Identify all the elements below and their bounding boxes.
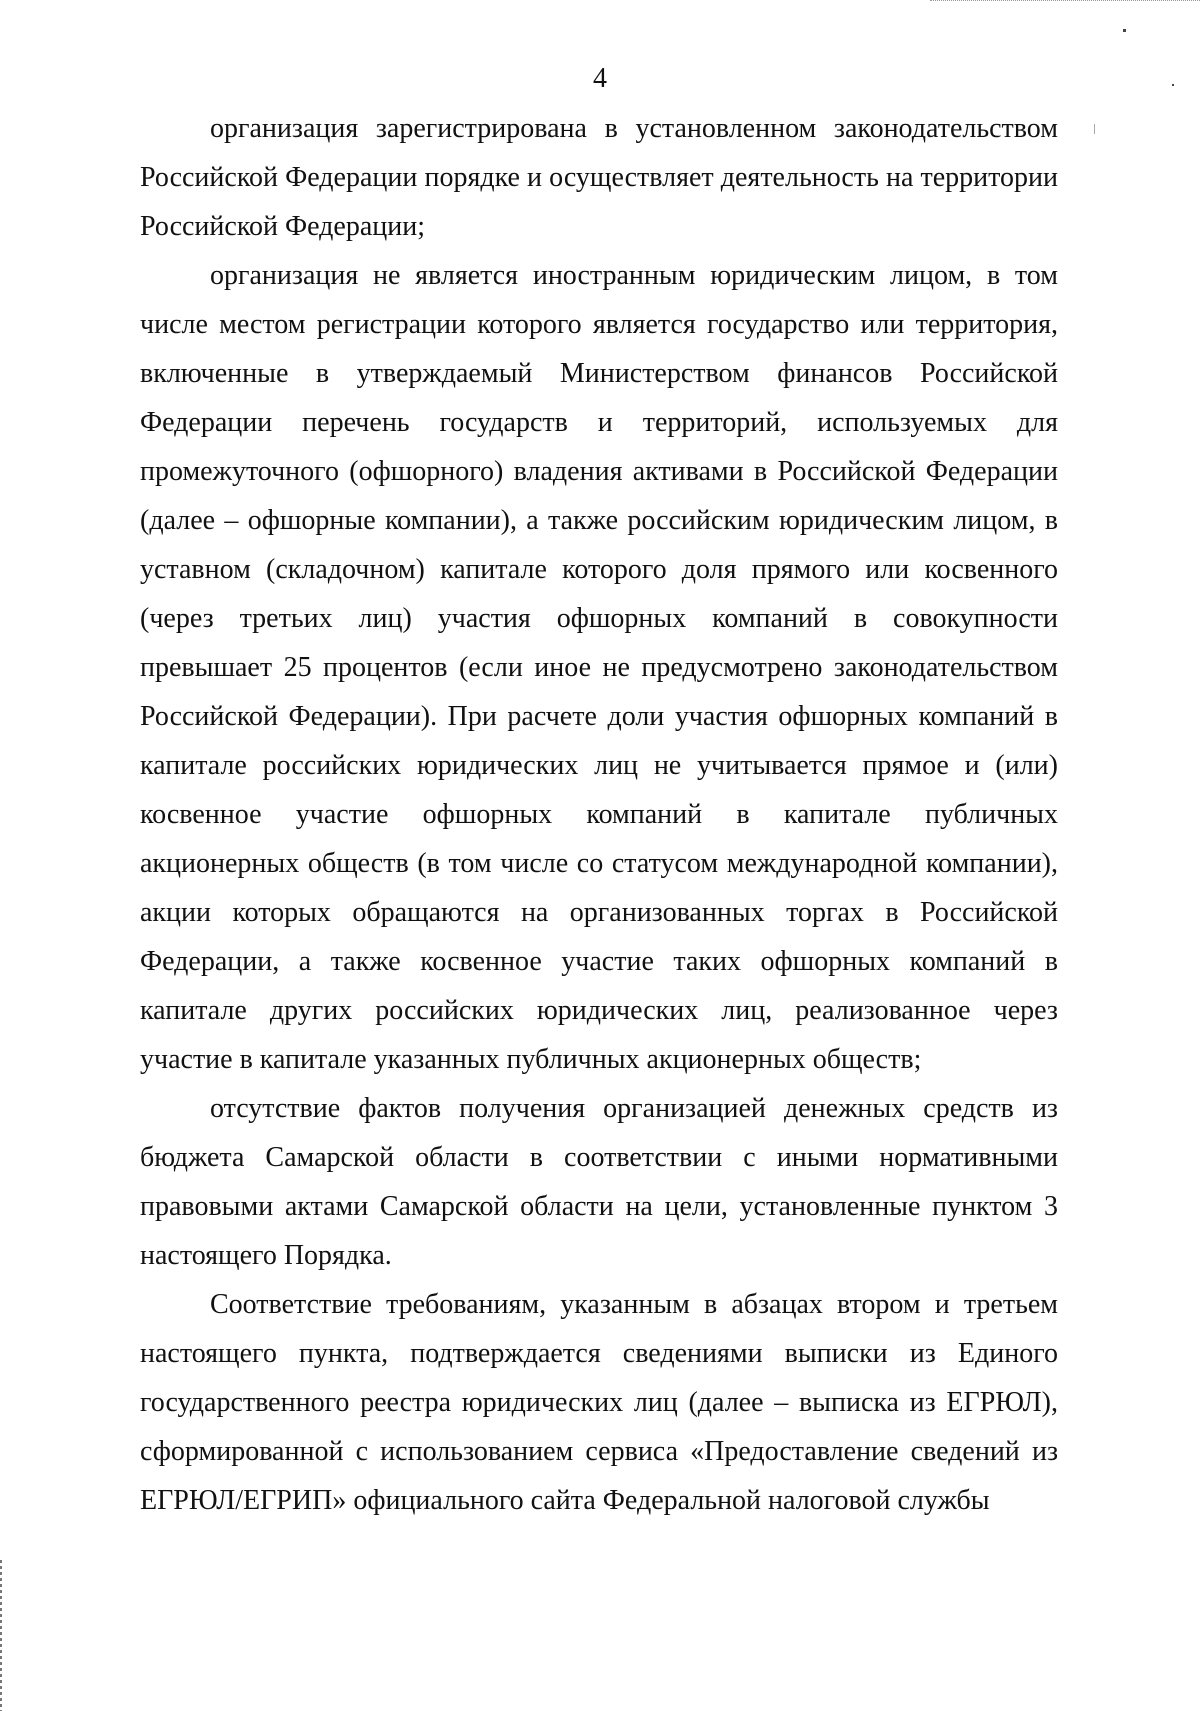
- paragraph-offshore: организация не является иностранным юридическим лицом, в том числе местом регистрации которого является государство или территория, включенные в утверждаемый Министерством финансов Российской Федерации перечень государств и территорий, используемых для промежуточного (офшорного) владения активами в Российской Федерации (далее – офшорные компании), а также российским юридическим лицом, в уставном (складочном) капитале которого доля прямого или косвенного (через третьих лиц) участия офшорных компаний в совокупности превышает 25 процентов (если иное не предусмотрено законодательством Российской Федерации). При расчете доли участия офшорных компаний в капитале российских юридических лиц не учитывается прямое и (или) косвенное участие офшорных компаний в капитале публичных акционерных обществ (в том числе со статусом международной компании), акции которых обращаются на организованных торгах в Российской Федерации, а также косвенное участие таких офшорных компаний в капитале других российских юридических лиц, реализованное через участие в капитале указанных публичных акционерных обществ;: [140, 260, 1058, 1075]
- scan-artifact-left-edge: [0, 1560, 2, 1711]
- scan-artifact-top-line: [930, 0, 1200, 2]
- scan-speck: [1123, 29, 1126, 32]
- paragraph-egrul-compliance: Соответствие требованиям, указанным в абзацах втором и третьем настоящего пункта, подтверждается сведениями выписки из Единого государственного реестра юридических лиц (далее – выписка из ЕГРЮЛ), сформированной с использованием сервиса «Предоставление сведений из ЕГРЮЛ/ЕГРИП» официального сайта Федеральной налоговой службы: [140, 1289, 1058, 1516]
- page-number: 4: [593, 63, 607, 94]
- document-body: [140, 104, 1058, 1525]
- paragraph-registration: организация зарегистрирована в установленном законодательством Российской Федерации порядке и осуществляет деятельность на территории Российской Федерации;: [140, 113, 1058, 242]
- scan-speck: [1094, 124, 1095, 134]
- paragraph-budget-funds: отсутствие фактов получения организацией денежных средств из бюджета Самарской области в соответствии с иными нормативными правовыми актами Самарской области на цели, установленные пунктом 3 настоящего Порядка.: [140, 1093, 1058, 1271]
